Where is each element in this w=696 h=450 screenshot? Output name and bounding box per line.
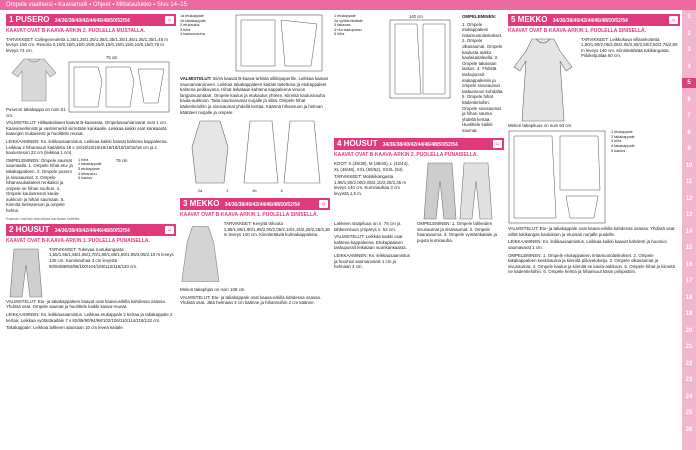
section-4-valmistelut: VALMISTELUT: Leikkaa kaikki osat kahtena kappaleena. Etukappaleen taskupussit leikataan vuorikankaasta. <box>334 234 407 251</box>
section-1-subtitle: KAAVAT OVAT B-KAAVA-ARKIN 2. PUOLELLA MUSTALLA. <box>6 28 146 34</box>
col3-ompeleminen-title: OMPELEMINEN: <box>462 14 497 19</box>
sidebar-page-number: 9 <box>687 146 691 152</box>
col2-text: Siirrä kaavat B-kaava-arkista silkkipaperille. Leikkaa kaavat saumanvaroineen. Leikkaa takakappaleen kaitale taitettuna ja etukappaleet kahtena peilikuvana. Hihat leikataan kahtena kappaleena vinoon langansuuntaan. Ompele kaulus ja etukaulus yhteen. Kiinnitä kaulusnauha kaula-aukkoon. Taita saumanvarat nurjalle ja silitä. Ompele hihat kädentieloihin ja sivusaumat yhdellä kertaa. Käännä hihansuun ja helman käänteet nurjalle ja ompele. <box>180 76 328 115</box>
sidebar-page-number: 19 <box>685 311 693 317</box>
section-1-layout-diagram <box>68 61 172 115</box>
column-2 <box>180 14 330 308</box>
sidebar-page-number: 12 <box>685 195 693 202</box>
section-4-ompeleminen: OMPELEMINEN: 1. Ompele lahkeiden sivusaumat ja sisäsaumat. 2. Ompele haarasauma. 3. Ompele vyötärökaitale ja pujota kuminauha. <box>417 221 498 243</box>
sidebar-page-number: 7 <box>687 113 691 119</box>
sleeve-label: 4 kaulusnauha <box>180 32 205 37</box>
section-3-title: 3 MEKKO <box>183 199 220 209</box>
sidebar-page-number: 18 <box>685 294 693 301</box>
sidebar-page-number: 2 <box>687 30 691 37</box>
col3-text1: 1. Ompele etukappaleen rintamuotolaskokset. 2. Ompele olkasaumat. Ompele kaulusta aukko kaulakaitaleella. 3. Ompele takaosan laskos. 4. Yhdistä taskupussit etukappaleisiin ja ompele sivusaumat taskunsuun kohdalta. 5. Ompele hihat kädentieloihin. Ompele sivusaumat ja hihan sauma yhdellä kertaa. Huolittele kaikki saumat. <box>462 21 504 133</box>
section-2-takakappale: Takakappale: Leikkaa lahkeen alaosaan 10 cm leveä kaitale. <box>6 325 124 331</box>
section-1-measure-bottom: 75 cm <box>116 157 128 163</box>
section-2-leikkaaminen: LEIKKAAMINEN: Ks. leikkausaamistus. Leikkaa etukappale 2 kertaa ja takakappale 2 kertaa. Leikkaa vyötärökaitale 7 x 82/86/90/94/98/102/106/110/114/118/122 cm. <box>6 312 173 323</box>
section-1-valmistelut: VALMISTELUT: Hiiltaakoliaeet kaavat B-kaavasta. Ompelusaumanvarat ovat 1 cm. Kaavamerkinnät ja vastinmerkit siirretään kankaalle. Leikkaa kaikki osat kankaasta kaavojen mukaisesti ja huolittele reunat. <box>6 120 167 137</box>
section-2-subtitle: KAAVAT OVAT B-KAAVA-ARKIN 1. PUOLELLA PUNAISELLA. <box>6 238 150 245</box>
section-4-subtitle: KAAVAT OVAT B-KAAVA-ARKIN 2. PUOLELLA PUNAISELLA. <box>334 152 478 159</box>
section-4-title: 4 HOUSUT <box>337 139 378 149</box>
section-1-back-label: Puseron takakappa on noin 51 cm. <box>6 106 66 118</box>
section-3-badge: ☺ <box>320 201 326 208</box>
sidebar-page-number: 10 <box>685 162 693 169</box>
col4-diag-label: 2 takakappale <box>611 134 635 139</box>
sidebar-page-number: 24 <box>685 393 693 400</box>
illus-label: 6 <box>280 188 283 193</box>
section-5-valmistelut: VALMISTELUT: Etu- ja takakappale ovat kaava-arkilla kahdessa osassa. Yhdistä osat. Silitä tukikangas kauluksen ja etuosan nurjalle puolelle. <box>508 226 676 237</box>
section-3-header <box>180 198 330 210</box>
column-4 <box>508 14 680 277</box>
sidebar-page-number: 22 <box>685 360 693 367</box>
section-4-leikkaaminen: LEIKKAAMINEN: Ks. leikkausaamistus ja huomioi saumanvarat 1 cm ja helmaan 3 cm. <box>334 253 410 270</box>
section-1-sizes: 34/36/38/40/42/44/46/48/50/52/54 <box>54 18 130 24</box>
col4-diag-label: 3 hiha <box>611 139 622 144</box>
sidebar-page-number: 1 <box>687 14 691 20</box>
sidebar-page-number: 4 <box>687 63 691 70</box>
sidebar-page-number: 5 <box>682 78 696 88</box>
col4-diag-label: 1 etukappale <box>611 130 633 135</box>
col3-measure: 140 cm <box>409 14 423 19</box>
col3-layout-diagram <box>389 14 453 100</box>
sleeve-label: 1a etukappale <box>180 14 204 18</box>
section-3-sizes: 34/36/38/40/42/44/46/48/50/52/54 <box>224 202 300 209</box>
section-4-header <box>334 138 504 150</box>
illus-label: 4b <box>252 188 257 193</box>
section-1-diag-label: 4 hihansuu <box>78 171 97 176</box>
section-5-length: Mekon takapituus on noin 93 cm. <box>508 122 573 128</box>
section-5-layout-diagram <box>508 130 608 226</box>
section-4-back: Lahkeen sisäpituus on n. 76 cm ja lahkeensuun ympärys n. 52 cm. <box>334 221 401 232</box>
section-5-illustration <box>508 37 578 123</box>
col3-diag-label: 5 hiha <box>334 32 345 37</box>
section-5-subtitle: KAAVAT OVAT B-KAAVA-ARKIN 1. PUOLELLA SINISELLÄ. <box>508 28 647 34</box>
sidebar-page-number: 6 <box>687 96 691 103</box>
col3-diag-label: 1 etukappale <box>334 14 356 18</box>
section-1-title: 1 PUSERO <box>9 15 50 24</box>
section-4-badge: ☺ <box>494 141 500 148</box>
section-4-illustration <box>414 161 500 221</box>
section-2-sizes: 34/36/38/40/42/44/46/48/50/52/54 <box>54 228 130 235</box>
section-1-badge: ☺ <box>166 17 172 23</box>
page-sidebar <box>682 10 696 450</box>
col4-diag-label: 5 kaulus <box>611 148 626 153</box>
sidebar-page-number: 8 <box>687 129 691 136</box>
section-1-diag-label: 5 kaulus <box>78 176 93 181</box>
sidebar-page-number: 11 <box>685 179 693 185</box>
section-4-koot: KOOT: S (36/38), M (38/40), L (42/44), XL (46/48), XXL (50/52), XXXL (54) <box>334 161 409 172</box>
section-1-header <box>6 14 176 26</box>
section-1-diag-label: 2 takakappale <box>78 162 102 167</box>
section-1-fabric-note: Kaavan merkki tarkoittaa kankaan taitetta. <box>6 215 81 221</box>
sidebar-page-number: 23 <box>685 377 693 383</box>
section-5-ompeleminen: OMPELEMINEN: 1. Ompele etukappaleen rintamuotolaskokset. 2. Ompele takakappaleen keskisauma ja kiinnitä piilovetoketju. 3. Ompele olkasaumat ja sivusaumat. 4. Ompele kaulus ja kiinnitä se kaula-aukkoon. 5. Ompele hihat ja kiinnitä ne kädentieloihin. 6. Ompele helma ja hihansuut käsin piilopistoin. <box>508 252 675 275</box>
sidebar-page-number: 16 <box>685 261 693 268</box>
col3-diag-label: 4+4a taskupussi <box>334 27 362 32</box>
section-1-measure-top: 75 cm <box>106 55 118 61</box>
sidebar-page-number: 3 <box>687 47 691 53</box>
section-2-pattern-diagram <box>235 14 325 74</box>
sleeve-label: 2 etukaulus <box>180 23 200 28</box>
sleeve-label: 3 hiha <box>180 27 191 32</box>
section-2-header <box>6 224 176 236</box>
illus-label: 3 <box>226 188 229 193</box>
section-3-subtitle: KAAVAT OVAT B-KAAVA-ARKIN 1. PUOLELLA SINISELLÄ. <box>180 212 319 219</box>
col3-diag-label: 2a vyötärökaitale <box>334 18 363 23</box>
section-1-diag-label: 1 hiha <box>78 157 89 162</box>
section-1-tarvikkeet: TARVIKKEET: Collegeneuletta 1,35/1,35/1,35/1,35/1,35/1,35/1,35/1,35/1,35/1,45 m leveys 150 cm. Resoria 0,15/0,15/0,15/0,15/0,15/0,15/0,15/0,15/0,15/0,15/0,75 m leveys 74 cm. <box>6 36 168 53</box>
section-5-badge: ☺ <box>670 17 676 23</box>
section-1-leikkaaminen: LEIKKAAMINEN: Ks. leikkausaamistus. Leikkaa kaikki kaavat kahtena kappaleena. Leikkaa 2 hihansuun kaitaletta 18 x 18/18/18/18/18/18/18/18/18/18/18 cm ja 1 kaulusresori 22 cm (leikkaa 1 cm). <box>6 138 168 156</box>
column-3 <box>334 14 504 272</box>
sidebar-page-number: 17 <box>685 278 693 284</box>
section-2-tarvikkeet: TARVIKKEET: Tukevaa ruutukangasta 1,55/1,55/1,55/1,65/1,70/1,80/1,85/1,90/1,95/2,05/2,10 m leveys 140 cm. Kuminauhaa 3 cm levyistä 80/84/88/92/96/100/104/108/112/116/120 cm. <box>49 246 174 269</box>
sidebar-page-number: 26 <box>685 426 693 433</box>
section-2-illustration <box>6 247 46 299</box>
top-banner: Ompele vaatteesi ▪ Kaavamalli ▪ Ohjeet ▪ Mittataulukko ▪ Sivu 14–15 <box>0 0 696 10</box>
sidebar-page-number: 13 <box>685 212 693 218</box>
sidebar-page-number: 25 <box>685 410 693 416</box>
section-3-valmistelut: VALMISTELUT: Etu- ja takakappale ovat kaava-arkilla kahdessa osassa. Yhdistä osat. Jätä helmaan 3 cm käänne ja hihansuihin 2 cm käänne. <box>180 294 321 306</box>
sidebar-page-number: 14 <box>685 228 693 235</box>
section-5-leikkaaminen: LEIKKAAMINEN: Ks. leikkausaamistus. Leikkaa kaikki kaavat kahdesti ja huomioi saumavarat 1 cm. <box>508 239 667 250</box>
sidebar-page-number: 15 <box>685 245 693 251</box>
section-1-diag-label: 3 etukappale <box>78 166 100 171</box>
section-5-sizes: 34/36/38/40/42/44/46/48/50/52/54 <box>552 18 628 24</box>
sidebar-page-number: 20 <box>685 327 693 334</box>
sleeve-label: 1b takakappale <box>180 18 206 23</box>
section-4-sizes: 34/36/38/40/42/44/46/48/50/52/54 <box>382 142 458 149</box>
section-3-back: Mekon takaphjas on noin 108 cm. <box>180 286 246 292</box>
section-5-tarvikkeet: TARVIKKEET: Leikkoltuva villasekoitetta 1,90/1,90/2,05/2,05/2,05/2,50/2,50/2,50/2,75/2,80 m leveys 140 cm. Kiinnitettävää tukikangasta. Piiloketjutilaa 60 cm. <box>581 36 678 59</box>
col4-diag-label: 4 takakappale <box>611 143 635 148</box>
illus-label: 2a <box>198 188 203 193</box>
section-2-valmistelut: VALMISTELUT: Etu- ja takakappaleen kaavat ovat kaava-arkilla kahdessa osassa. Yhdistä osat. Ompele saumat ja huolittele kaikki kaava-reunat. <box>6 298 167 310</box>
section-1-illustration <box>6 55 62 105</box>
col3-diag-label: 3 takaosa <box>334 23 351 28</box>
column-1 <box>6 14 176 333</box>
sidebar-page-number: 21 <box>685 344 693 350</box>
col2-garment-sketches <box>180 117 328 187</box>
section-2-badge: ☺ <box>166 227 172 234</box>
col2-valmistelut-title: VALMISTELUT: <box>180 76 212 81</box>
section-4-tarvikkeet: TARVIKKEET: Molskikangasta 1,85/1,90/2,00/2,05/2,10/2,25/2,35 m leveys 140 cm. Kuminauhaa 3 cm levyistä 1,5 m. <box>334 174 407 197</box>
section-3-tarvikkeet: TARVIKKEET: Kevyttä trikoota 1,85/1,85/1,90/1,95/2,00/2,05/2,10/2,15/2,20/2,25/2,30 m leveys 140 cm. Kiinnitettäviä kulmakappaleita. <box>223 220 330 238</box>
section-2-title: 2 HOUSUT <box>9 225 50 235</box>
section-3-illustration <box>180 221 221 287</box>
section-5-header <box>508 14 680 26</box>
section-5-title: 5 MEKKO <box>511 15 548 24</box>
section-1-ompeleminen: OMPELEMINEN: Ompele saumat saumaalla. 1. Ompele hihat etu- ja takakappaleen. 2. Ompele pusero ja sivusaumat. 3. Ompele hihansuukaitaleet renkaiksi ja ompele ne hihan suuhun. 4. Ompele kaulusresori kaula-aukkoon ja hihan saumaan. 5. Kiinnitä helmaresori ja ompele helma. <box>6 157 73 214</box>
